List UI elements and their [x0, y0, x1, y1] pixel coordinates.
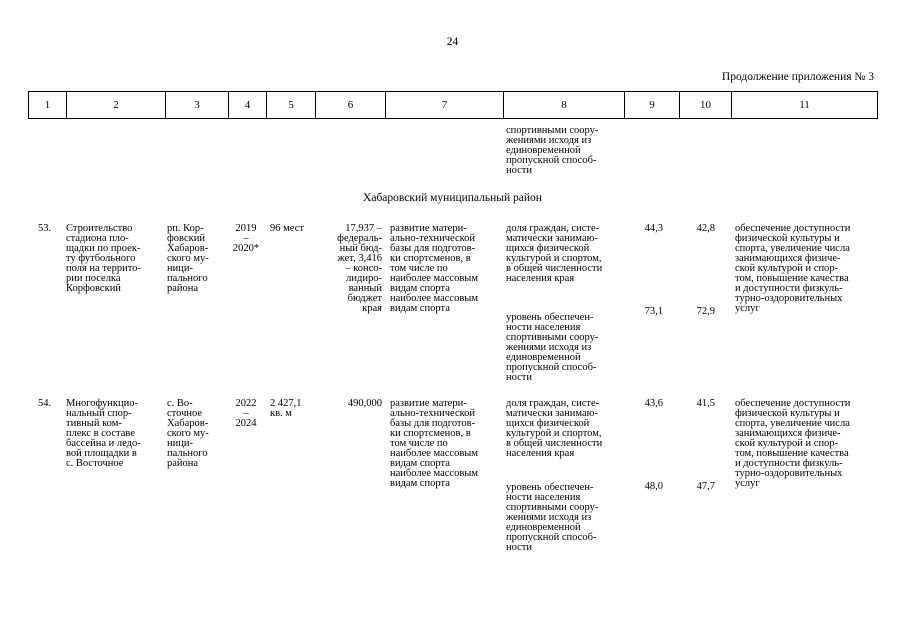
funding-amount [318, 399, 382, 409]
header-cell: 4 [229, 92, 267, 119]
text-line: матически занимаю- [506, 408, 598, 419]
text-line: Строительство [66, 223, 133, 234]
text-line: 490,000 [347, 398, 382, 409]
text-line: наиболее массовым [390, 448, 478, 459]
text-line: единовременной [506, 352, 581, 363]
indicator-participation [506, 399, 602, 459]
text-line: физической культуры и [735, 408, 840, 419]
row-number: 53. [38, 223, 52, 234]
text-line: края [362, 303, 382, 314]
object-capacity [270, 399, 302, 419]
text-line: культурой и спортом, [506, 428, 602, 439]
object-capacity [270, 224, 304, 234]
text-line: населения края [506, 273, 575, 284]
text-line: доля граждан, систе- [506, 398, 600, 409]
construction-years [228, 399, 264, 429]
section-title: Хабаровский муниципальный район [363, 192, 542, 204]
text-line: вой площадки в [66, 448, 137, 459]
text-line: щихся физической [506, 243, 590, 254]
text-line: культурой и спортом, [506, 253, 602, 264]
text-line: щадки по проек- [66, 243, 141, 254]
indicator-value-col10: 41,5 [696, 398, 715, 409]
text-line: 2019 [235, 223, 257, 234]
project-goal [390, 224, 478, 314]
text-line: пропускной способ- [506, 362, 597, 373]
text-line: развитие матери- [390, 223, 467, 234]
text-line: 2022 [235, 398, 257, 409]
text-line: том, повышение качества [735, 448, 849, 459]
header-cell: 11 [732, 92, 878, 119]
text-line: доля граждан, систе- [506, 223, 600, 234]
indicator-facilities [506, 313, 598, 383]
indicator-value-col10: 47,7 [696, 481, 715, 492]
header-cell: 8 [504, 92, 625, 119]
text-line: уровень обеспечен- [506, 482, 594, 493]
header-cell: 3 [166, 92, 229, 119]
text-line: том числе по [390, 263, 448, 274]
indicator-value-col9: 48,0 [644, 481, 663, 492]
text-line: том числе по [390, 438, 448, 449]
header-cell: 1 [29, 92, 67, 119]
header-cell: 5 [267, 92, 316, 119]
text-line: в общей численности [506, 263, 603, 274]
text-line: сточное [167, 408, 203, 419]
text-line: ванный [348, 283, 382, 294]
text-line: нальный спор- [66, 408, 132, 419]
text-line: жениями исходя из [506, 342, 592, 353]
text-line: ности [506, 542, 532, 553]
text-line: спорта, увеличение числа [735, 418, 850, 429]
indicator-value-col9: 73,1 [644, 306, 663, 317]
text-line: базы для подготов- [390, 243, 476, 254]
indicator-value-col10: 72,9 [696, 306, 715, 317]
text-line: пропускной способ- [506, 155, 597, 166]
indicator-value-col9: 43,6 [644, 398, 663, 409]
text-line: населения края [506, 448, 575, 459]
text-line: щихся физической [506, 418, 590, 429]
text-line: ници- [167, 263, 193, 274]
text-line: наиболее массовым [390, 293, 478, 304]
text-line: жениями исходя из [506, 512, 592, 523]
text-line: ской культурой и спор- [735, 438, 839, 449]
indicator-value-col10: 42,8 [696, 223, 715, 234]
text-line: ской культурой и спор- [735, 263, 839, 274]
text-line: федераль- [337, 233, 382, 244]
text-line: услуг [735, 478, 760, 489]
text-line: пропускной способ- [506, 532, 597, 543]
text-line: том, повышение качества [735, 273, 849, 284]
text-line: матически занимаю- [506, 233, 598, 244]
text-line: ности [506, 165, 532, 176]
construction-years [228, 224, 264, 254]
text-line: наиболее массовым [390, 273, 478, 284]
text-line: – консо- [345, 263, 382, 274]
text-line: спортивными соору- [506, 502, 599, 513]
header-cell: 7 [386, 92, 504, 119]
text-line: ально-технической [390, 408, 476, 419]
text-line: единовременной [506, 522, 581, 533]
indicator-facilities [506, 483, 598, 553]
expected-result [735, 224, 850, 314]
text-line: рп. Кор- [167, 223, 204, 234]
text-line: с. Во- [167, 398, 193, 409]
text-line: тивный ком- [66, 418, 122, 429]
table-header [28, 91, 878, 119]
text-line: ки спортсменов, в [390, 428, 471, 439]
text-line: развитие матери- [390, 398, 467, 409]
text-line: лидиро- [346, 273, 382, 284]
text-line: – [243, 233, 249, 244]
text-line: Корфовский [66, 283, 121, 294]
text-line: ници- [167, 438, 193, 449]
object-name [66, 399, 141, 469]
text-line: ки спортсменов, в [390, 253, 471, 264]
expected-result [735, 399, 850, 489]
text-line: Многофункцио- [66, 398, 138, 409]
text-line: фовский [167, 233, 205, 244]
text-line: пального [167, 448, 208, 459]
text-line: видам спорта [390, 478, 450, 489]
text-line: наиболее массовым [390, 468, 478, 479]
text-line: ально-технической [390, 233, 476, 244]
object-location [167, 399, 209, 469]
text-line: базы для подготов- [390, 418, 476, 429]
text-line: услуг [735, 303, 760, 314]
page-number: 24 [446, 36, 459, 48]
carryover-indicator [506, 126, 598, 176]
indicator-value-col9: 44,3 [644, 223, 663, 234]
text-line: видам спорта [390, 458, 450, 469]
row-number: 54. [38, 398, 52, 409]
text-line: в общей численности [506, 438, 603, 449]
text-line: района [167, 458, 199, 469]
header-cell: 10 [680, 92, 732, 119]
text-line: спортивными соору- [506, 125, 599, 136]
text-line: ности населения [506, 492, 581, 503]
text-line: занимающихся физиче- [735, 253, 841, 264]
text-line: турно-оздоровительных [735, 293, 843, 304]
text-line: кв. м [270, 408, 292, 419]
text-line: ности населения [506, 322, 581, 333]
funding-amount [318, 224, 382, 314]
text-line: бюджет [347, 293, 382, 304]
text-line: 96 мест [270, 223, 304, 234]
header-cell: 9 [625, 92, 680, 119]
text-line: ный бюд- [339, 243, 382, 254]
indicator-participation [506, 224, 602, 284]
text-line: ту футбольного [66, 253, 136, 264]
text-line: спорта, увеличение числа [735, 243, 850, 254]
text-line: района [167, 283, 199, 294]
text-line: 2 427,1 [270, 398, 302, 409]
text-line: 17,937 – [345, 223, 382, 234]
text-line: видам спорта [390, 303, 450, 314]
text-line: физической культуры и [735, 233, 840, 244]
project-goal [390, 399, 478, 489]
text-line: и доступности физкуль- [735, 458, 843, 469]
text-line: занимающихся физиче- [735, 428, 841, 439]
text-line: жет, 3,416 [337, 253, 382, 264]
text-line: уровень обеспечен- [506, 312, 594, 323]
text-line: с. Восточное [66, 458, 124, 469]
text-line: ности [506, 372, 532, 383]
text-line: и доступности физкуль- [735, 283, 843, 294]
header-cell: 2 [67, 92, 166, 119]
text-line: обеспечение доступности [735, 398, 851, 409]
header-cell: 6 [316, 92, 386, 119]
object-location [167, 224, 209, 294]
text-line: 2020* [232, 243, 260, 254]
text-line: ского му- [167, 253, 209, 264]
text-line: пального [167, 273, 208, 284]
text-line: Хабаров- [167, 418, 209, 429]
text-line: бассейна и ледо- [66, 438, 141, 449]
text-line: стадиона пло- [66, 233, 129, 244]
text-line: – [243, 408, 249, 419]
text-line: плекс в составе [66, 428, 135, 439]
text-line: спортивными соору- [506, 332, 599, 343]
text-line: единовременной [506, 145, 581, 156]
text-line: обеспечение доступности [735, 223, 851, 234]
object-name [66, 224, 141, 294]
text-line: рии поселка [66, 273, 121, 284]
text-line: видам спорта [390, 283, 450, 294]
appendix-continuation-label: Продолжение приложения № 3 [721, 71, 874, 83]
text-line: Хабаров- [167, 243, 209, 254]
text-line: турно-оздоровительных [735, 468, 843, 479]
text-line: ского му- [167, 428, 209, 439]
text-line: жениями исходя из [506, 135, 592, 146]
text-line: 2024 [235, 418, 257, 429]
text-line: поля на террито- [66, 263, 141, 274]
